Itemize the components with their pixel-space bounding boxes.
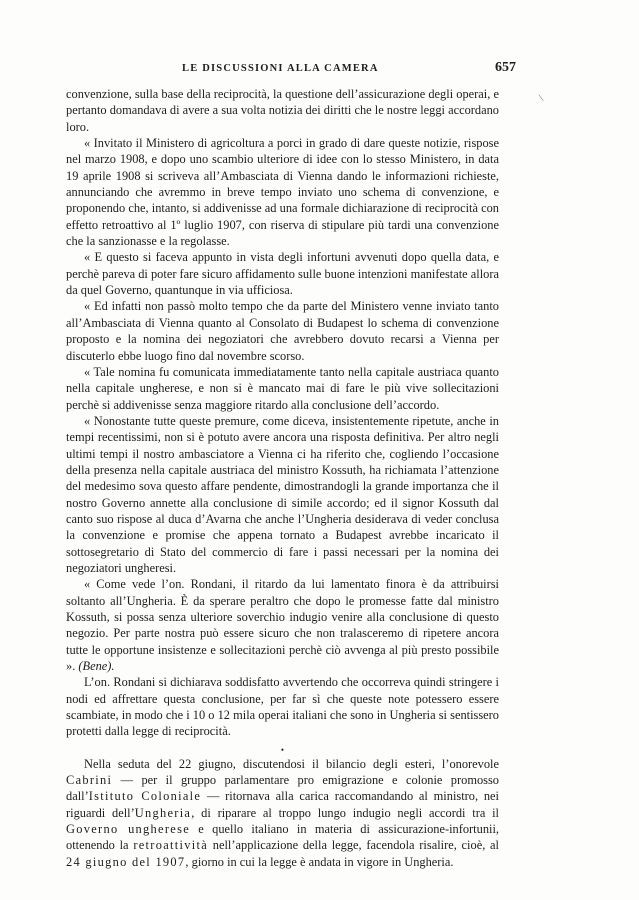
final-part-7: , giorno in cui la legge è andata in vigore in Ungheria. (185, 854, 454, 869)
final-part-4: , di riparare al troppo lungo indugio negli accordi tra il (191, 805, 500, 820)
section-separator: • (280, 744, 285, 755)
final-part-5: e quello italiano in materia di assicurazione-infortunii, ottenendo la (66, 822, 499, 853)
paragraph-3: « E questo si faceva appunto in vista degli infortuni avvenuti dopo quella data, e perchè pareva di poter fare sicuro affidamento sulle buone intenzioni manifestate allora da quel Governo, quantunque in via ufficiosa. (66, 250, 499, 298)
final-part-2: — per il gruppo parlamentare pro emigrazione e colonie promosso dall’ (66, 773, 499, 804)
paragraph-6: « Nonostante tutte queste premure, come diceva, insistentemente ripetute, anche in tempi recentissimi, non si è potuto avere ancora una risposta definitiva. Per altro negli ultimi tempi il nostro ambasciatore a Vienna ci ha riferito che, cogliendo l’occasione della presenza nella capitale austriaca del ministro Kossuth, ha richiamata l’attenzione del medesimo sova questo affare pendente, dimostrandogli la grande importanza che il nostro Governo annette alla conclusione di simile accordo; ed il signor Kossuth dal canto suo rispose al duca d’Avarna che anche l’Ungheria desiderava di veder conclusa la convenzione e promise che appena tornato a Budapest avrebbe incaricato il sottosegretario di Stato del commercio di fare i passi necessari per la nomina dei negoziatori ungheresi. (66, 413, 499, 575)
name-cabrini: Cabrini (66, 773, 113, 788)
final-part-6: nell’applicazione della legge, facendola risalire, cioè, al (208, 838, 499, 853)
word-retroattivita: retroattività (133, 838, 209, 853)
body-text (66, 86, 499, 870)
paragraph-8: L’on. Rondani si dichiarava soddisfatto avvertendo che occorreva quindi stringere i nodi ed affrettare questa conclusione, per far sì che queste note potessero essere scambiate, in modo che i 10 o 12 mila operai italiani che sono in Ungheria si sentissero protetti dalla legge di reciprocità. (66, 675, 499, 739)
running-head: LE DISCUSSIONI ALLA CAMERA (182, 63, 379, 74)
page-number: 657 (495, 60, 516, 75)
name-ungheria: Ungheria (134, 805, 192, 820)
paragraph-final (66, 756, 499, 870)
name-governo-ungherese: Governo ungherese (66, 822, 190, 837)
paragraph-2: « Invitato il Ministero di agricoltura a porci in grado di dare queste notizie, rispose nel marzo 1908, e dopo uno scambio ulteriore di idee con lo stesso Ministero, in data 19 aprile 1908 si scriveva all’Ambasciata di Vienna dando le informazioni richieste, annunciando che avremmo in breve tempo inviato uno schema di convenzione, e proponendo che, intanto, si addivenisse ad una formale dichiarazione di reciprocità con effetto retroattivo al 1º luglio 1907, con riserva di stipulare più tardi una convenzione che la sanzionasse e la regolasse. (66, 136, 499, 249)
date-24-giugno-1907: 24 giugno del 1907 (66, 854, 186, 869)
paragraph-7 (66, 576, 499, 674)
paragraph-7-text: « Come vede l’on. Rondani, il ritardo da lui lamentato finora è da attribuirsi soltanto all’Ungheria. È da sperare peraltro che dopo le promesse fatte dal ministro Kossuth, si possa senza ulteriore soverchio indugio venire alla conclusione di questo negozio. Per parte nostra può essere sicuro che non tralasceremo di ripetere ancora tutte le opportune insistenze e sollecitazioni perchè ciò avvenga al più presto possibile ». (66, 577, 499, 674)
paragraph-1: convenzione, sulla base della reciprocità, la questione dell’assicurazione degli operai, e pertanto domandava di avere a sua volta notizia dei diritti che le nostre leggi accordano loro. (66, 87, 499, 134)
page-header (86, 60, 516, 80)
final-part-3: — ritornava alla carica raccomandando al ministro, nei riguardi dell’ (66, 789, 499, 820)
margin-pencil-mark: / (535, 93, 548, 103)
name-istituto-coloniale: Istituto Coloniale (88, 789, 202, 804)
paragraph-5: « Tale nomina fu comunicata immediatamente tanto nella capitale austriaca quanto nella capitale ungherese, e non si è mancato mai di fare le più vive sollecitazioni perchè si addivenisse senza maggiore ritardo alla conclusione dell’accordo. (66, 364, 499, 412)
applause-note: (Bene). (78, 659, 115, 674)
paragraph-4: « Ed infatti non passò molto tempo che da parte del Ministero venne inviato tanto all’Ambasciata di Vienna quanto al Consolato di Budapest lo schema di convenzione proposto e la nomina dei negoziatori che avrebbero dovuto recarsi a Vienna per discuterlo ebbe luogo fino dal novembre scorso. (66, 299, 499, 363)
final-part-1: Nella seduta del 22 giugno, discutendosi il bilancio degli esteri, l’onorevole (84, 756, 499, 771)
